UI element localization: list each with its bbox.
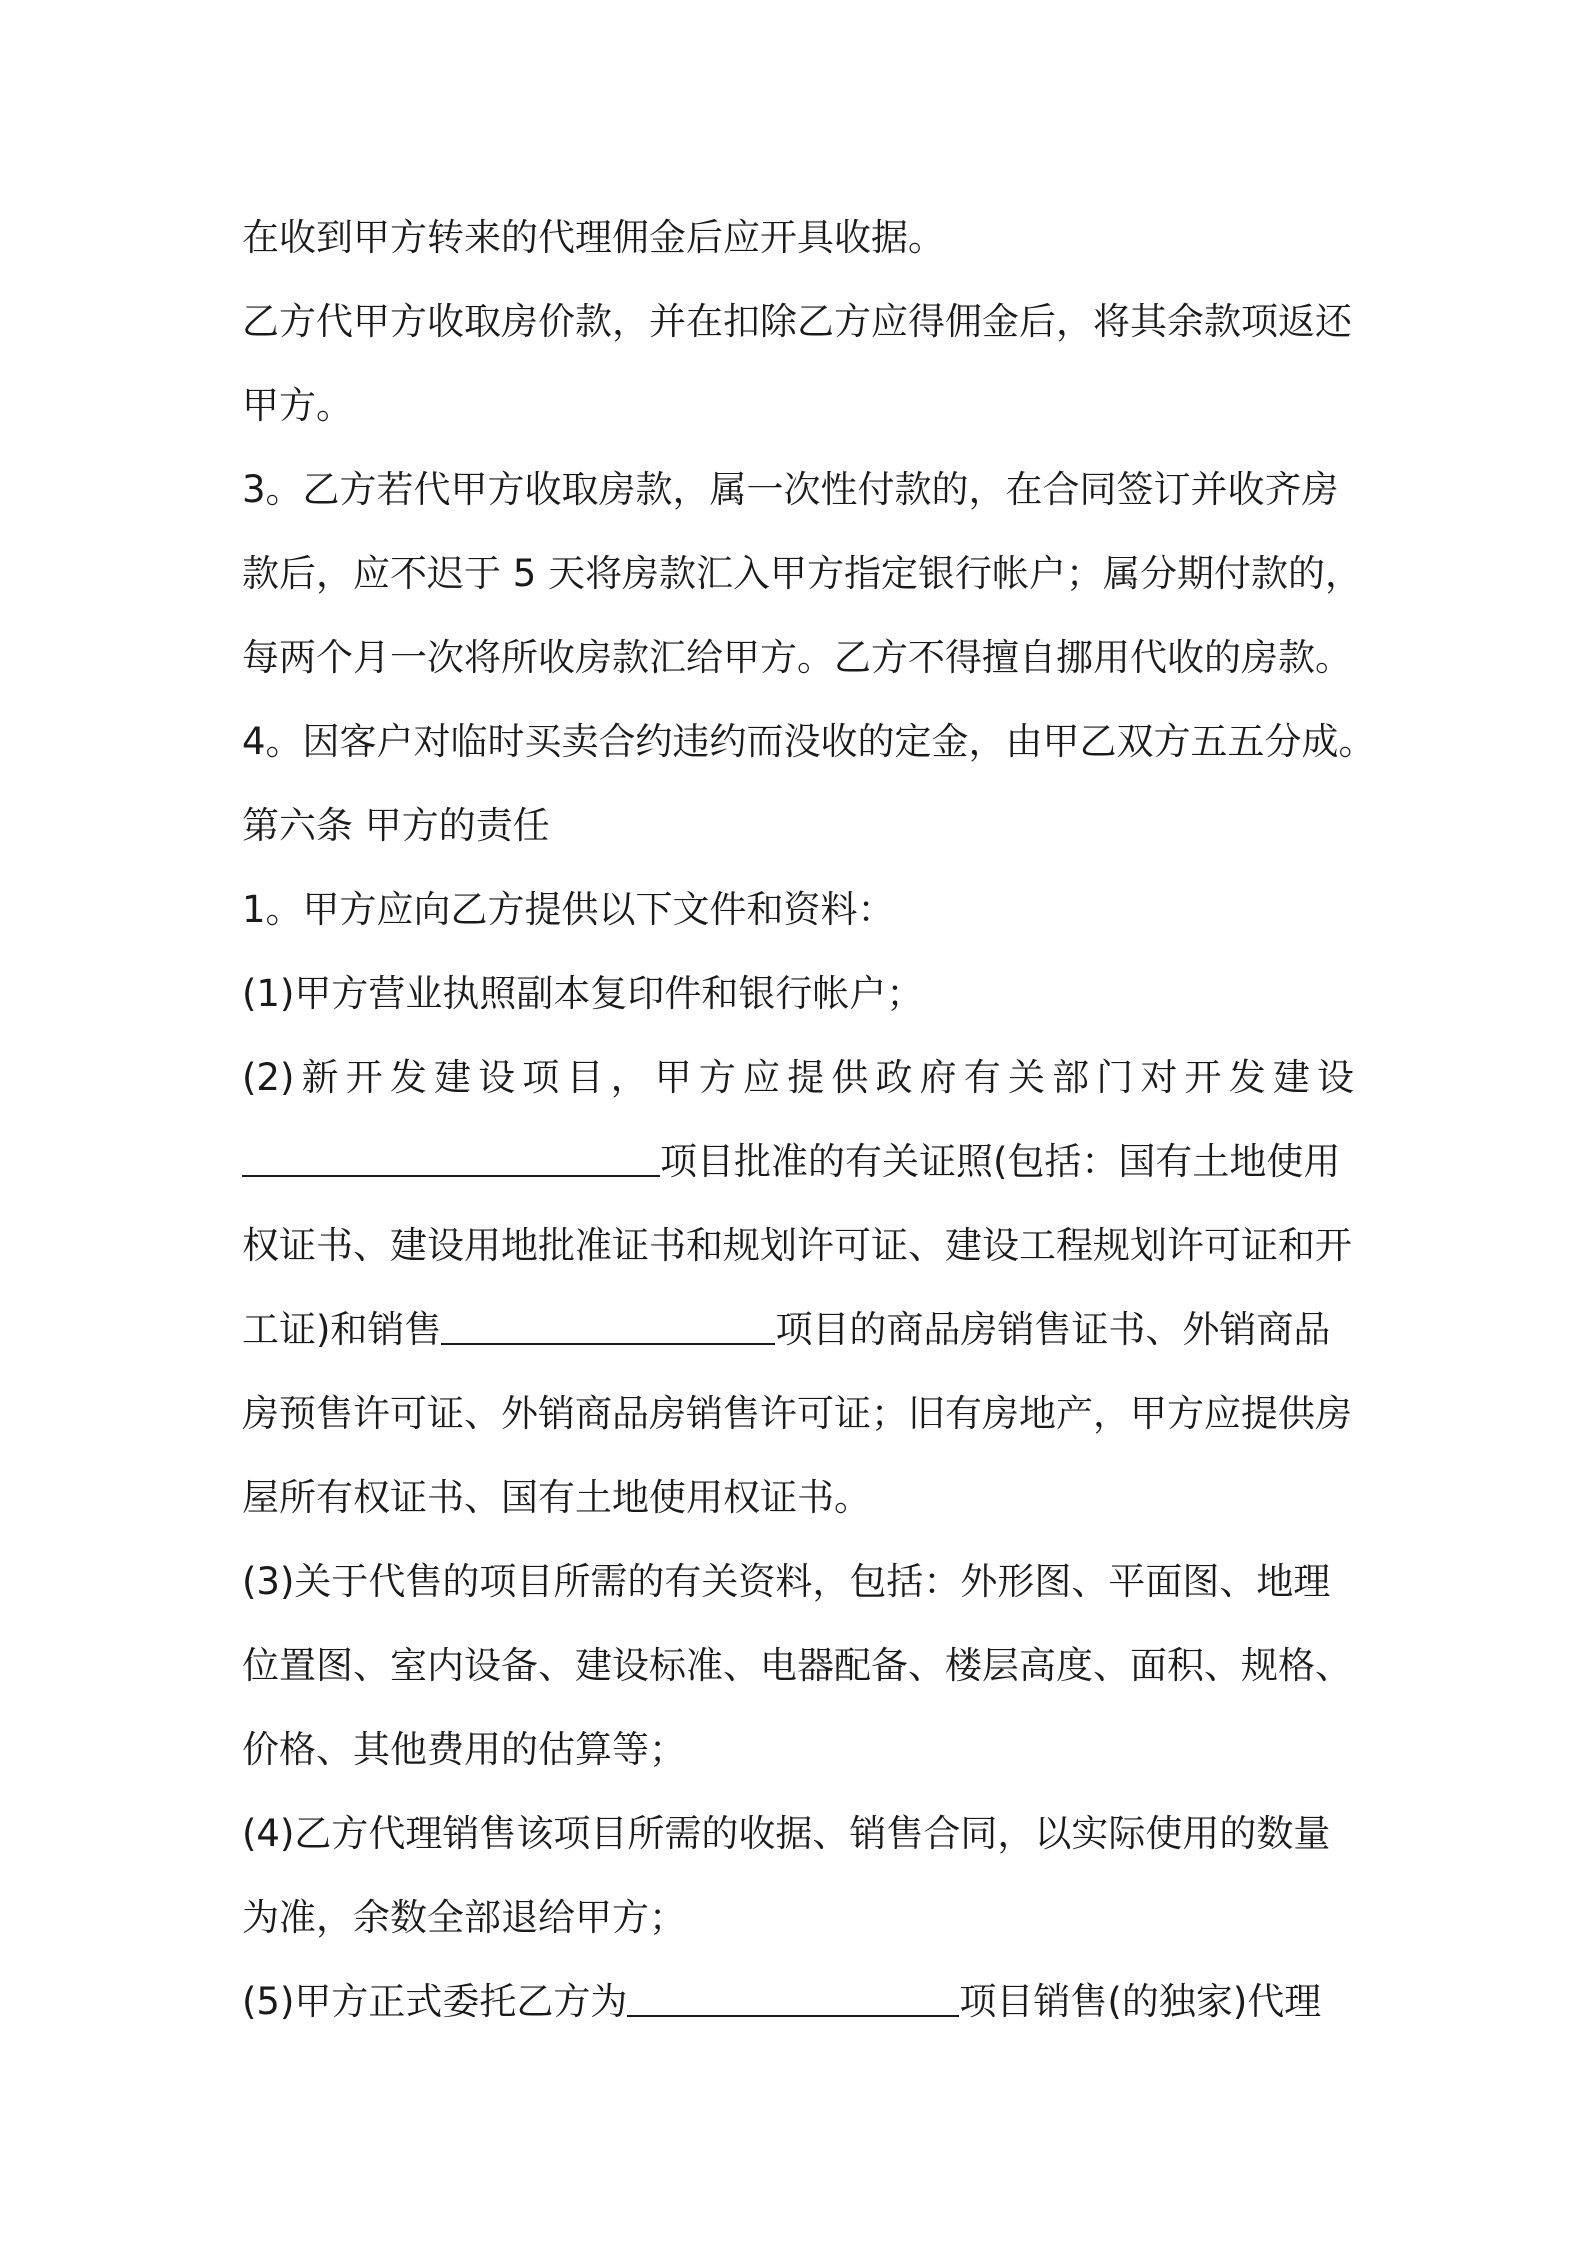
text-line: 1。甲方应向乙方提供以下文件和资料：: [242, 888, 895, 931]
text-line: 屋所有权证书、国有土地使用权证书。: [242, 1476, 871, 1519]
fill-in-blank[interactable]: [627, 1985, 959, 2017]
text-line: 每两个月一次将所收房款汇给甲方。乙方不得擅自挪用代收的房款。: [242, 636, 1352, 679]
text-line: 为准，余数全部退给甲方；: [242, 1896, 686, 1939]
text-segment: 项目销售(的独家)代理: [959, 1980, 1322, 2023]
text-line: 价格、其他费用的估算等；: [242, 1728, 686, 1771]
text-line-with-blank: [242, 1960, 1354, 2044]
text-line: (2)新开发建设项目，甲方应提供政府有关部门对开发建设: [242, 1056, 1354, 1099]
text-segment: (5)甲方正式委托乙方为: [242, 1980, 628, 2023]
document-body: [242, 196, 1376, 2044]
text-line-with-blank: [242, 1120, 1354, 1204]
text-line: (1)甲方营业执照副本复印件和银行帐户；: [242, 972, 924, 1015]
text-line: (4)乙方代理销售该项目所需的收据、销售合同，以实际使用的数量: [242, 1812, 1331, 1855]
text-line: 位置图、室内设备、建设标准、电器配备、楼层高度、面积、规格、: [242, 1644, 1352, 1687]
text-line: 3。乙方若代甲方收取房款，属一次性付款的，在合同签订并收齐房: [242, 468, 1339, 511]
text-line: (3)关于代售的项目所需的有关资料，包括：外形图、平面图、地理: [242, 1560, 1331, 1603]
text-segment: 项目批准的有关证照(包括：国有土地使用: [660, 1140, 1341, 1183]
text-line: 在收到甲方转来的代理佣金后应开具收据。: [242, 216, 945, 259]
fill-in-blank[interactable]: [242, 1145, 660, 1177]
text-line: 款后，应不迟于 5 天将房款汇入甲方指定银行帐户；属分期付款的，: [242, 552, 1363, 595]
text-line: 乙方代甲方收取房价款，并在扣除乙方应得佣金后，将其余款项返还: [242, 300, 1352, 343]
text-line: 甲方。: [242, 384, 353, 427]
text-line: 4。因客户对临时买卖合约违约而没收的定金，由甲乙双方五五分成。: [242, 720, 1376, 763]
section-heading: 第六条 甲方的责任: [242, 804, 550, 847]
fill-in-blank[interactable]: [441, 1313, 775, 1345]
text-segment: 工证)和销售: [242, 1308, 442, 1351]
text-segment: 项目的商品房销售证书、外销商品: [775, 1308, 1331, 1351]
text-line-with-blank: [242, 1288, 1354, 1372]
text-line: 权证书、建设用地批准证书和规划许可证、建设工程规划许可证和开: [242, 1224, 1352, 1267]
text-line: 房预售许可证、外销商品房销售许可证；旧有房地产，甲方应提供房: [242, 1392, 1352, 1435]
